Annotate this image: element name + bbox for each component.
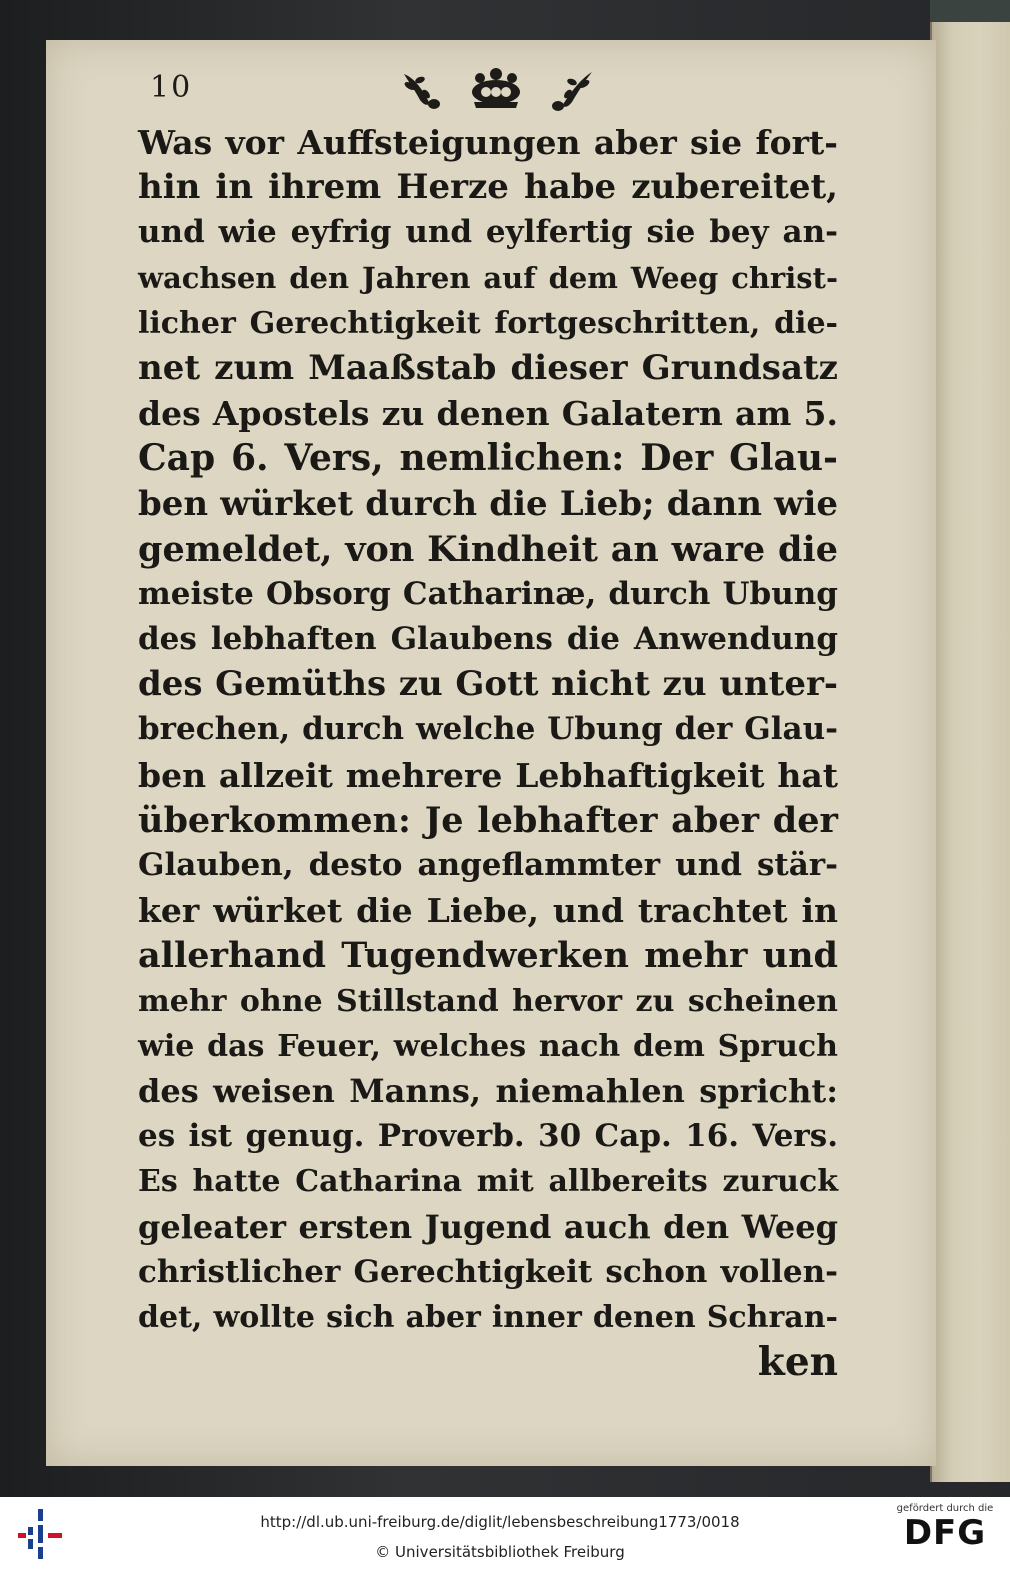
text-line: det, wollte sich aber inner denen Schran-: [138, 1299, 838, 1335]
text-line: Cap 6. Vers, nemlichen: Der Glau-: [138, 437, 838, 480]
dfg-funding-badge: [890, 1503, 1000, 1552]
text-line: wachsen den Jahren auf dem Weeg christ-: [138, 260, 838, 295]
text-line: geleater ersten Jugend auch den Weeg: [138, 1207, 838, 1246]
text-line: mehr ohne Stillstand hervor zu scheinen: [138, 983, 838, 1019]
text-line: brechen, durch welche Ubung der Glau-: [138, 711, 838, 748]
text-line: allerhand Tugendwerken mehr und: [138, 935, 838, 977]
text-line: ken: [757, 1339, 838, 1386]
text-line: des weisen Manns, niemahlen spricht:: [138, 1071, 838, 1110]
text-line: christlicher Gerechtigkeit schon vollen-: [138, 1253, 838, 1290]
text-line: ben würket durch die Lieb; dann wie: [138, 483, 838, 524]
text-line: meiste Obsorg Catharinæ, durch Ubung: [138, 575, 838, 612]
text-line: wie das Feuer, welches nach dem Spruch: [138, 1028, 838, 1064]
text-line: ben allzeit mehrere Lebhaftigkeit hat: [138, 755, 838, 795]
text-line: net zum Maaßstab dieser Grundsatz: [138, 347, 838, 388]
text-line: gemeldet, von Kindheit an ware die: [138, 528, 838, 570]
page-number: 10: [150, 70, 193, 105]
adjacent-page-edge: [930, 22, 1010, 1482]
text-line: Was vor Auffsteigungen aber sie fort-: [138, 123, 838, 162]
page-text: [138, 120, 838, 1385]
text-line: licher Gerechtigkeit fortgeschritten, die-: [138, 305, 838, 341]
text-line: ker würket die Liebe, und trachtet in: [138, 891, 838, 931]
text-line: überkommen: Je lebhafter aber der: [138, 799, 838, 841]
funding-caption: gefördert durch die: [896, 1503, 994, 1514]
text-line: Glauben, desto angeflammter und stär-: [138, 847, 838, 883]
text-line: und wie eyfrig und eylfertig sie bey an-: [138, 214, 838, 251]
permalink-url[interactable]: http://dl.ub.uni-freiburg.de/diglit/lebensbeschreibung1773/0018: [260, 1513, 740, 1531]
text-line: hin in ihrem Herze habe zubereitet,: [138, 167, 838, 208]
leaf-crown-ornament-icon: [396, 64, 596, 116]
text-line: des lebhaften Glaubens die Anwendung: [138, 621, 838, 658]
text-line: es ist genug. Proverb. 30 Cap. 16. Vers.: [138, 1118, 838, 1155]
text-line: des Gemüths zu Gott nicht zu unter-: [138, 664, 838, 705]
viewer-footer: [0, 1497, 1010, 1570]
copyright-notice: © Universitätsbibliothek Freiburg: [375, 1543, 625, 1561]
text-line: Es hatte Catharina mit allbereits zuruck: [138, 1164, 838, 1200]
text-line: des Apostels zu denen Galatern am 5.: [138, 394, 838, 434]
dfg-logo: DFG: [903, 1513, 987, 1553]
